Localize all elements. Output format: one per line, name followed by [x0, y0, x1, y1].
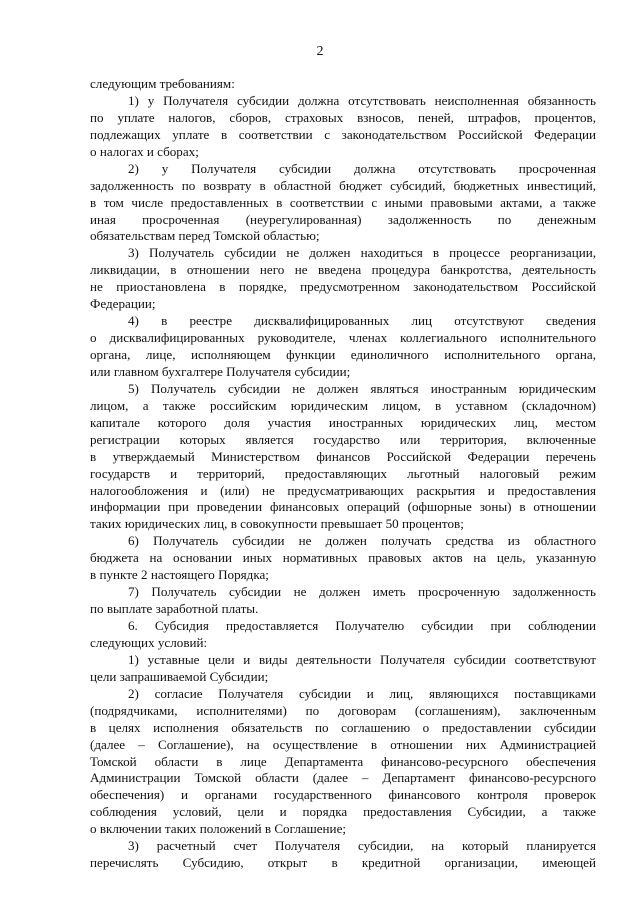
text-line: (далее – Соглашение), на осуществление в отношении них Администрацией: [90, 736, 596, 752]
text-line: налогообложения и (или) не предусматривающих раскрытия и предоставления: [90, 482, 596, 498]
text-line: обязательствам перед Томской областью;: [90, 228, 320, 244]
text-line: 3) расчетный счет Получателя субсидии, на который планируется: [128, 838, 596, 854]
text-line: в целях исполнения обязательств по соглашению о предоставлении субсидии: [90, 719, 596, 735]
text-line: (подрядчиками, исполнителями) по договорам (соглашениям), заключенным: [90, 702, 596, 718]
text-line: или главном бухгалтере Получателя субсидии;: [90, 363, 351, 379]
text-line: ликвидации, в отношении него не введена процедура банкротства, деятельность: [90, 262, 596, 278]
text-line: информации при проведении финансовых операций (офшорные зоны) в отношении: [90, 499, 596, 515]
text-line: не приостановлена в порядке, предусмотренном законодательством Российской: [90, 279, 596, 295]
text-line: бюджета на основании иных нормативных правовых актов на цель, указанную: [90, 550, 596, 566]
text-line: по уплате налогов, сборов, страховых взносов, пеней, штрафов, процентов,: [90, 109, 596, 125]
text-line: 2) согласие Получателя субсидии и лиц, являющихся поставщиками: [128, 685, 596, 701]
text-line: следующих условий:: [90, 634, 208, 650]
text-line: 7) Получатель субсидии не должен иметь просроченную задолженность: [128, 584, 596, 600]
text-line: 2) у Получателя субсидии должна отсутствовать просроченная: [128, 160, 596, 176]
text-line: 1) уставные цели и виды деятельности Получателя субсидии соответствуют: [128, 651, 596, 667]
text-line: иная просроченная (неурегулированная) задолженность по денежным: [90, 211, 596, 227]
text-line: Томской области в лице Департамента финансово-ресурсного обеспечения: [90, 753, 596, 769]
text-line: подлежащих уплате в соответствии с законодательством Российской Федерации: [90, 126, 596, 142]
text-line: государств и территорий, предоставляющих льготный налоговый режим: [90, 465, 596, 481]
text-line: в утверждаемый Министерством финансов Российской Федерации перечень: [90, 448, 596, 464]
text-line: о дисквалифицированных руководителе, членах коллегиального исполнительного: [90, 330, 596, 346]
text-line: обеспечения) и органами государственного финансового контроля проверок: [90, 787, 596, 803]
document-body: [90, 76, 596, 872]
text-line: лицом, а также российским юридическим лицом, в уставном (складочном): [90, 397, 596, 413]
text-line: в пункте 2 настоящего Порядка;: [90, 567, 269, 583]
text-line: в том числе предоставленных в соответствии с иными правовыми актами, а также: [90, 194, 596, 210]
text-line: регистрации которых является государство или территория, включенные: [90, 431, 596, 447]
text-line: о налогах и сборах;: [90, 143, 199, 159]
text-line: 5) Получатель субсидии не должен являться иностранным юридическим: [128, 380, 596, 396]
page-number: 2: [316, 44, 324, 59]
text-line: следующим требованиям:: [90, 76, 235, 91]
text-line: о включении таких положений в Соглашение;: [90, 821, 347, 837]
text-line: задолженность по возврату в областной бюджет субсидий, бюджетных инвестиций,: [90, 177, 596, 193]
text-line: 3) Получатель субсидии не должен находиться в процессе реорганизации,: [128, 245, 596, 261]
text-line: капитале которого доля участия иностранных юридических лиц, местом: [90, 414, 596, 430]
text-line: соблюдения условий, цели и порядка предоставления Субсидии, а также: [90, 804, 596, 820]
text-line: перечислять Субсидию, открыт в кредитной организации, имеющей: [90, 855, 596, 871]
text-line: 1) у Получателя субсидии должна отсутствовать неисполненная обязанность: [128, 92, 596, 108]
text-line: цели запрашиваемой Субсидии;: [90, 668, 269, 684]
text-line: Администрации Томской области (далее – Департамент финансово-ресурсного: [90, 770, 596, 786]
text-line: 6) Получатель субсидии не должен получать средства из областного: [128, 533, 596, 549]
text-line: 4) в реестре дисквалифицированных лиц отсутствуют сведения: [128, 313, 596, 329]
text-line: по выплате заработной платы.: [90, 601, 259, 617]
text-line: Федерации;: [90, 296, 156, 312]
text-line: 6. Субсидия предоставляется Получателю субсидии при соблюдении: [128, 618, 596, 633]
text-line: таких юридических лиц, в совокупности превышает 50 процентов;: [90, 516, 464, 532]
text-line: органа, лице, исполняющем функции единоличного исполнительного органа,: [90, 347, 596, 362]
